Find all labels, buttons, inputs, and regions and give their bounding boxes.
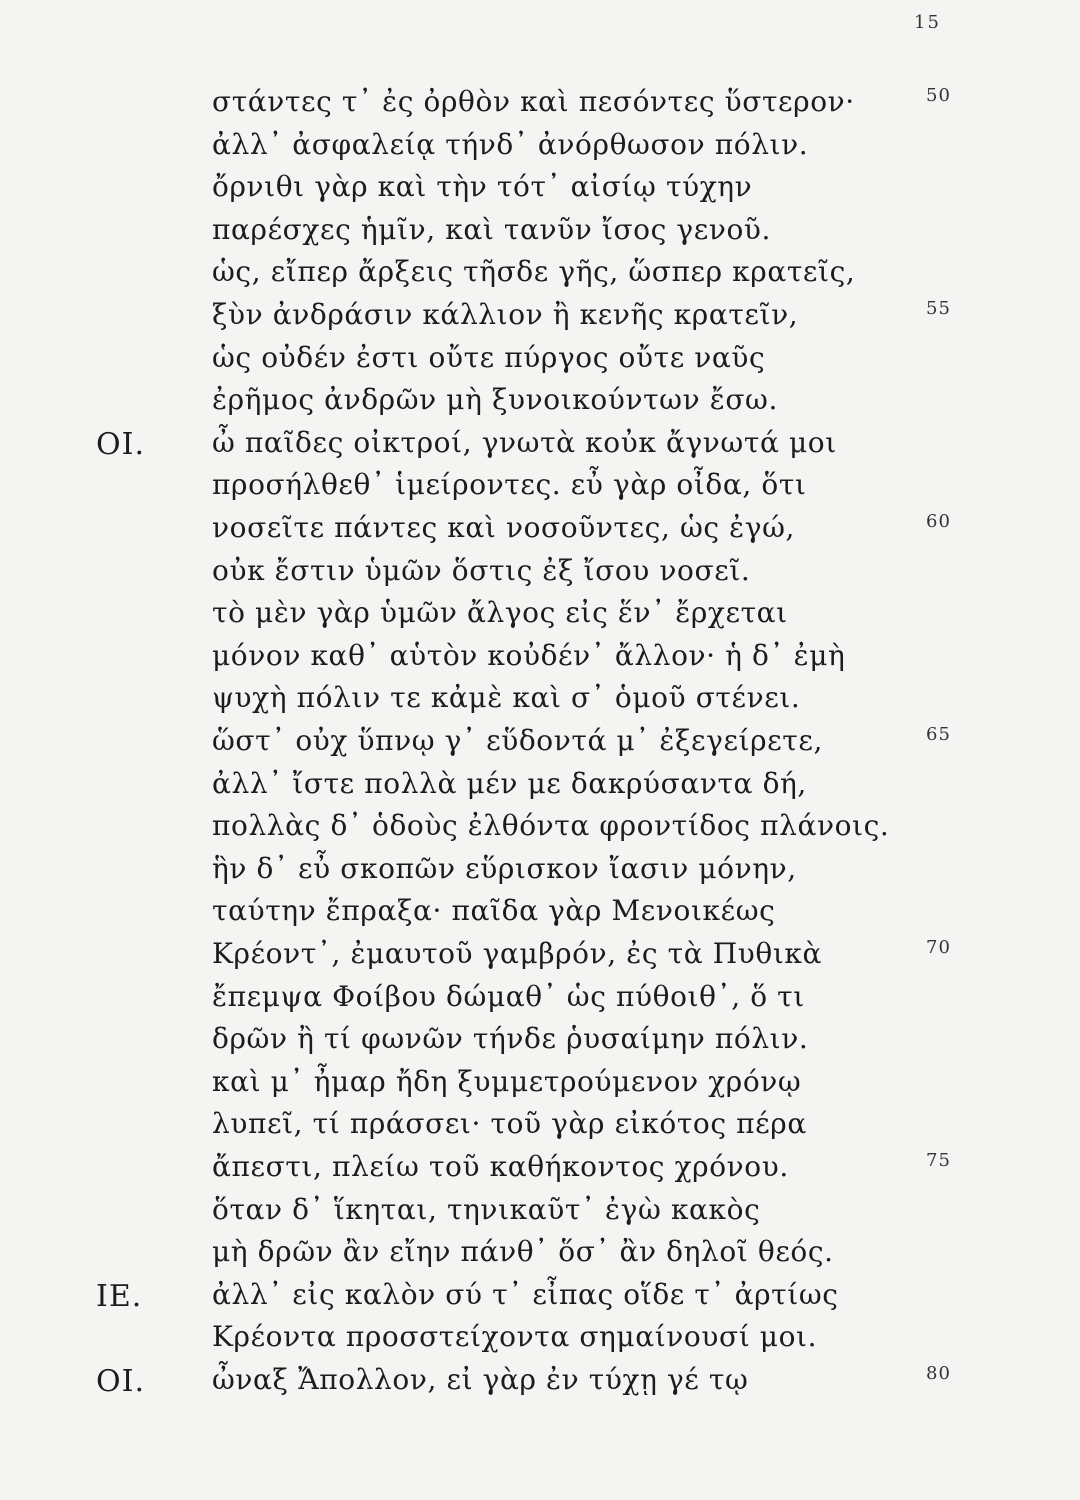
verse-line: μὴ δρῶν ἂν εἴην πάνθ᾽ ὅσ᾽ ἂν δηλοῖ θεός.: [212, 1235, 834, 1269]
verse-line: προσήλθεθ᾽ ἱμείροντες. εὖ γὰρ οἶδα, ὅτι: [212, 468, 807, 502]
verse-line: πολλὰς δ᾽ ὁδοὺς ἐλθόντα φροντίδος πλάνοις.: [212, 809, 890, 843]
line-number: 75: [926, 1150, 951, 1171]
verse-line: ἄπεστι, πλείω τοῦ καθήκοντος χρόνου.: [212, 1150, 789, 1183]
verse-line: ταύτην ἔπραξα· παῖδα γὰρ Μενοικέως: [212, 894, 776, 928]
verse-line: νοσεῖτε πάντες καὶ νοσοῦντες, ὡς ἐγώ,: [212, 511, 796, 544]
line-number: 80: [926, 1363, 951, 1384]
verse-line: ὦναξ Ἄπολλον, εἰ γὰρ ἐν τύχῃ γέ τῳ: [212, 1363, 749, 1396]
verse-line: καὶ μ᾽ ἦμαρ ἤδη ξυμμετρούμενον χρόνῳ: [212, 1064, 802, 1098]
verse-line: ψυχὴ πόλιν τε κἀμὲ καὶ σ᾽ ὁμοῦ στένει.: [212, 681, 801, 715]
verse-line: ὄρνιθι γὰρ καὶ τὴν τότ᾽ αἰσίῳ τύχην: [212, 170, 753, 204]
verse-line: στάντες τ᾽ ἐς ὀρθὸν καὶ πεσόντες ὕστερον·: [212, 85, 855, 118]
verse-line: ὡς οὐδέν ἐστι οὔτε πύργος οὔτε ναῦς: [212, 340, 766, 374]
verse-line: ἀλλ᾽ εἰς καλὸν σύ τ᾽ εἶπας οἵδε τ᾽ ἀρτίως: [212, 1277, 839, 1311]
verse-line: ἣν δ᾽ εὖ σκοπῶν εὕρισκον ἴασιν μόνην,: [212, 851, 797, 885]
line-number: 55: [926, 298, 951, 319]
verse-line: ὥστ᾽ οὐχ ὕπνῳ γ᾽ εὕδοντά μ᾽ ἐξεγείρετε,: [212, 724, 823, 757]
line-number: 65: [926, 724, 951, 745]
verse-line: Κρέοντ᾽, ἐμαυτοῦ γαμβρόν, ἐς τὰ Πυθικὰ: [212, 937, 823, 970]
page-number: 15: [914, 12, 941, 33]
speaker-label: ΟΙ.: [96, 426, 145, 462]
verse-line: παρέσχες ἡμῖν, καὶ τανῦν ἴσος γενοῦ.: [212, 212, 772, 246]
verse-line: ἐρῆμος ἀνδρῶν μὴ ξυνοικούντων ἔσω.: [212, 383, 778, 417]
verse-line: ἀλλ᾽ ἀσφαλείᾳ τήνδ᾽ ἀνόρθωσον πόλιν.: [212, 127, 809, 161]
verse-line: ὦ παῖδες οἰκτροί, γνωτὰ κοὐκ ἄγνωτά μοι: [212, 425, 837, 459]
verse-line: δρῶν ἢ τί φωνῶν τήνδε ῥυσαίμην πόλιν.: [212, 1022, 809, 1056]
verse-line: ἀλλ᾽ ἴστε πολλὰ μέν με δακρύσαντα δή,: [212, 766, 807, 800]
verse-line: ὅταν δ᾽ ἵκηται, τηνικαῦτ᾽ ἐγὼ κακὸς: [212, 1192, 761, 1226]
speaker-label: ΟΙ.: [96, 1364, 145, 1399]
verse-line: Κρέοντα προσστείχοντα σημαίνουσί μοι.: [212, 1320, 818, 1354]
verse-line: μόνον καθ᾽ αὑτὸν κοὐδέν᾽ ἄλλον· ἡ δ᾽ ἐμὴ: [212, 638, 846, 672]
speaker-label: ΙΕ.: [96, 1278, 143, 1314]
line-number: 60: [926, 511, 951, 532]
line-number: 70: [926, 937, 951, 958]
verse-line: ἔπεμψα Φοίβου δώμαθ᾽ ὡς πύθοιθ᾽, ὅ τι: [212, 979, 805, 1013]
verse-line: τὸ μὲν γὰρ ὑμῶν ἄλγος εἰς ἕν᾽ ἔρχεται: [212, 596, 788, 630]
verse-line: ξὺν ἀνδράσιν κάλλιον ἢ κενῆς κρατεῖν,: [212, 298, 799, 331]
verse-line: ὡς, εἴπερ ἄρξεις τῆσδε γῆς, ὥσπερ κρατεῖς,: [212, 255, 856, 289]
verse-line: λυπεῖ, τί πράσσει· τοῦ γὰρ εἰκότος πέρα: [212, 1107, 807, 1141]
verse-line: οὐκ ἔστιν ὑμῶν ὅστις ἐξ ἴσου νοσεῖ.: [212, 553, 751, 587]
line-number: 50: [926, 85, 951, 106]
